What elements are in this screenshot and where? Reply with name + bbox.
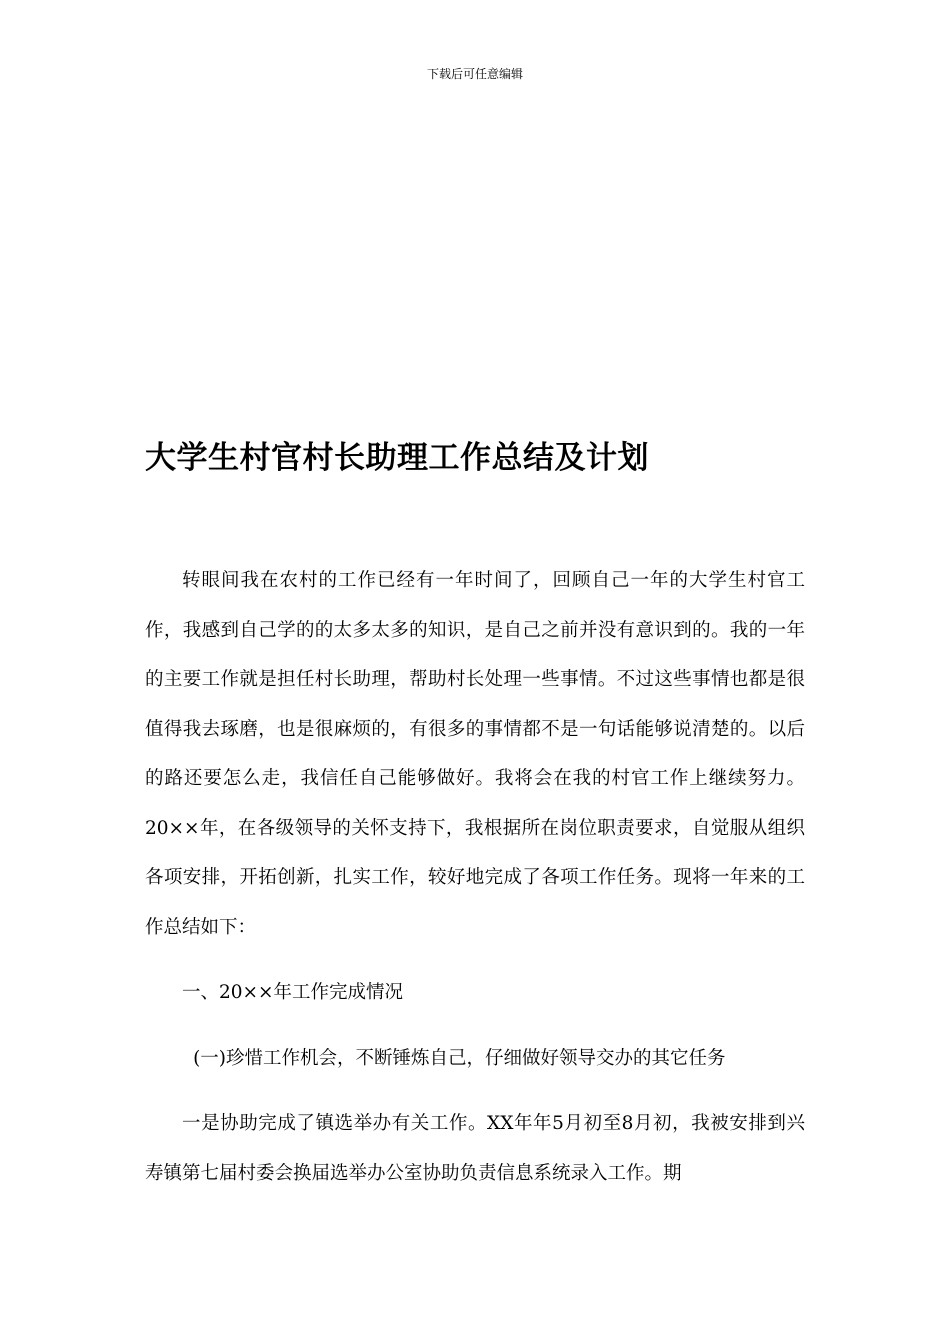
document-title: 大学生村官村长助理工作总结及计划 bbox=[145, 440, 649, 476]
paragraph-2: 一是协助完成了镇选举办有关工作。XX年年5月初至8月初，我被安排到兴寿镇第七届村委会换届选举办公室协助负责信息系统录入工作。期 bbox=[145, 1113, 805, 1184]
section-heading: 一、20××年工作完成情况 bbox=[182, 982, 404, 1003]
intro-paragraph: 转眼间我在农村的工作已经有一年时间了，回顾自己一年的大学生村官工作，我感到自己学的的太多太多的知识，是自己之前并没有意识到的。我的一年的主要工作就是担任村长助理，帮助村长处理一些事情。不过这些事情也都是很值得我去琢磨，也是很麻烦的，有很多的事情都不是一句话能够说清楚的。以后的路还要怎么走，我信任自己能够做好。我将会在我的村官工作上继续努力。20××年，在各级领导的关怀支持下，我根据所在岗位职责要求，自觉服从组织各项安排，开拓创新，扎实工作，较好地完成了各项工作任务。现将一年来的工作总结如下： bbox=[145, 570, 805, 938]
sub-heading: (一)珍惜工作机会，不断锤炼自己，仔细做好领导交办的其它任务 bbox=[193, 1047, 726, 1069]
page-header-note: 下载后可任意编辑 bbox=[426, 67, 523, 81]
document-body bbox=[145, 556, 805, 1198]
